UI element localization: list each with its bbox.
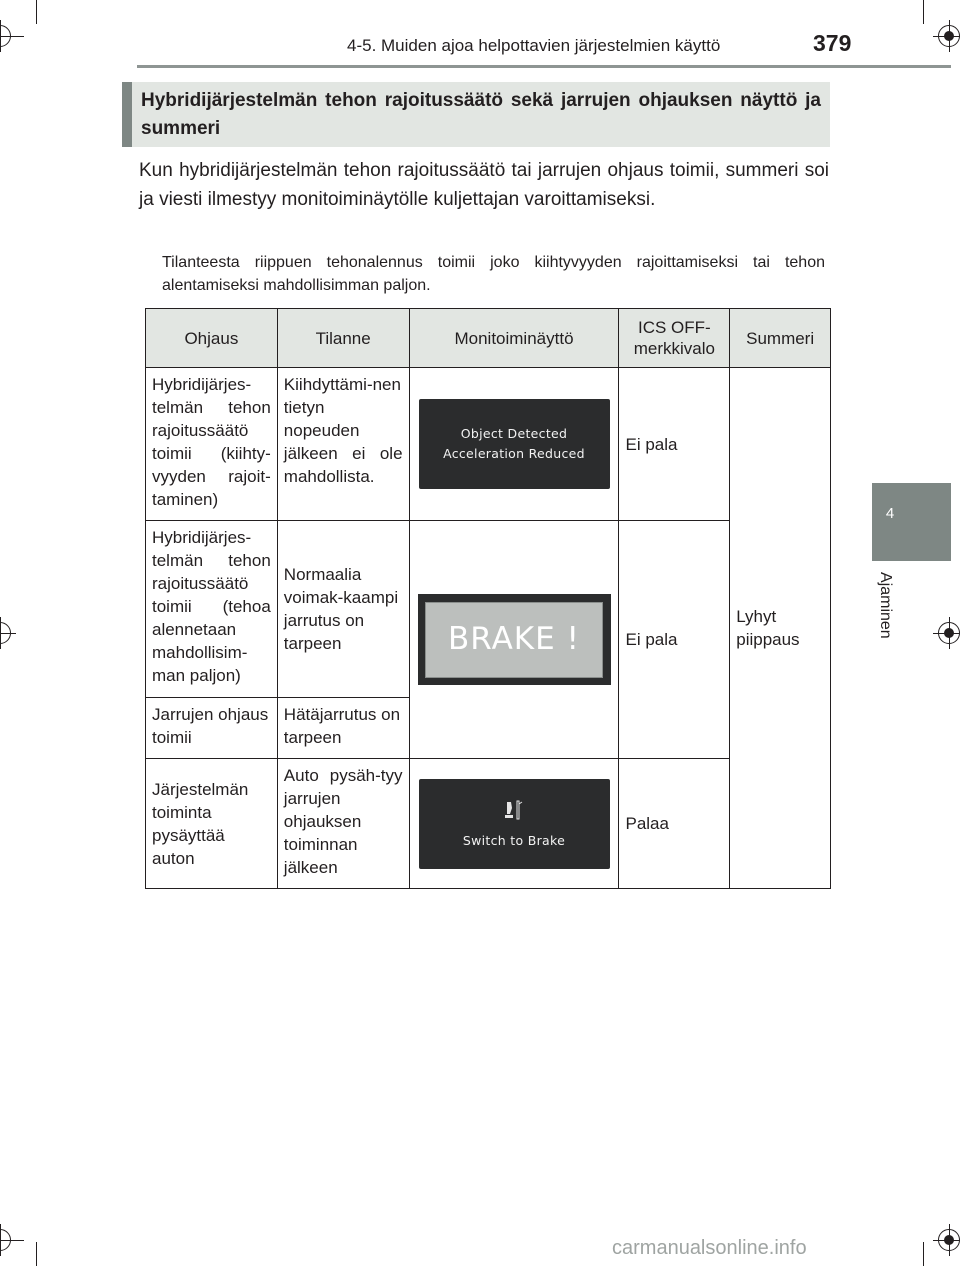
header-control: Ohjaus [146, 309, 278, 368]
registration-mark [0, 1229, 11, 1251]
display-line: Object Detected [460, 426, 568, 441]
section-title: Hybridijärjestelmän tehon rajoitussäätö sekä jarrujen ohjauksen näyttö ja summeri [141, 90, 821, 139]
chapter-tab-label: Ajaminen [877, 572, 894, 639]
table-header-row [146, 309, 831, 368]
section-heading-bar [122, 82, 132, 147]
intro-paragraph: Kun hybridijärjestelmän tehon rajoitussäätö tai jarrujen ohjaus toimii, summeri soi ja viesti ilmestyy monitoiminäytölle kuljettajan varoittamiseksi. [139, 160, 829, 210]
header-display: Monitoiminäyttö [409, 309, 619, 368]
cell-situation: Auto pysäh-tyy jarrujen ohjauksen toiminnan jälkeen [277, 759, 409, 889]
cell-buzzer: Lyhyt piippaus [730, 368, 831, 889]
display-line: Acceleration Reduced [443, 446, 585, 461]
chapter-title: 4-5. Muiden ajoa helpottavien järjestelmien käyttö [347, 36, 721, 55]
page-number: 379 [813, 30, 852, 56]
cell-display [409, 759, 619, 889]
note-paragraph: Tilanteesta riippuen tehonalennus toimii joko kiihtyvyyden rajoittamiseksi tai tehon alentamiseksi mahdollisimman paljon. [162, 254, 825, 294]
cell-control: Hybridijärjes-telmän tehon rajoitussäätö toimii (kiihty-vyyden rajoit-taminen) [146, 368, 278, 521]
cell-display [409, 368, 619, 521]
cell-control: Järjestelmän toiminta pysäyttää auton [146, 759, 278, 889]
registration-mark [938, 25, 960, 47]
cell-situation: Hätäjarrutus on tarpeen [277, 698, 409, 759]
display-brake-warning [418, 594, 611, 685]
warning-table [145, 308, 831, 889]
display-line: Switch to Brake [462, 832, 566, 848]
registration-mark [0, 622, 11, 644]
chapter-tab [872, 483, 951, 561]
header-rule [137, 65, 951, 68]
table-row [146, 759, 831, 889]
header-ics-off-indicator: ICS OFF-merkkivalo [619, 309, 730, 368]
brake-warning-text: BRAKE ! [425, 602, 603, 678]
table-row [146, 521, 831, 698]
registration-mark [938, 622, 960, 644]
cell-control: Jarrujen ohjaus toimii [146, 698, 278, 759]
registration-mark [0, 25, 11, 47]
cell-indicator: Ei pala [619, 521, 730, 759]
watermark: carmanualsonline.info [612, 1237, 807, 1259]
display-switch-to-brake [419, 779, 610, 869]
cell-control: Hybridijärjes-telmän tehon rajoitussäätö toimii (tehoa alennetaan mahdollisim-man paljon) [146, 521, 278, 698]
registration-mark [938, 1229, 960, 1251]
chapter-tab-number: 4 [885, 505, 895, 522]
cell-indicator: Ei pala [619, 368, 730, 521]
header-situation: Tilanne [277, 309, 409, 368]
display-object-detected [419, 399, 610, 489]
foot-on-brake-pedal-icon [501, 797, 527, 823]
cell-situation: Normaalia voimak-kaampi jarrutus on tarpeen [277, 521, 409, 698]
cell-display [409, 521, 619, 759]
header-buzzer: Summeri [730, 309, 831, 368]
table-row [146, 368, 831, 521]
cell-situation: Kiihdyttämi-nen tietyn nopeuden jälkeen ei ole mahdollista. [277, 368, 409, 521]
cell-indicator: Palaa [619, 759, 730, 889]
